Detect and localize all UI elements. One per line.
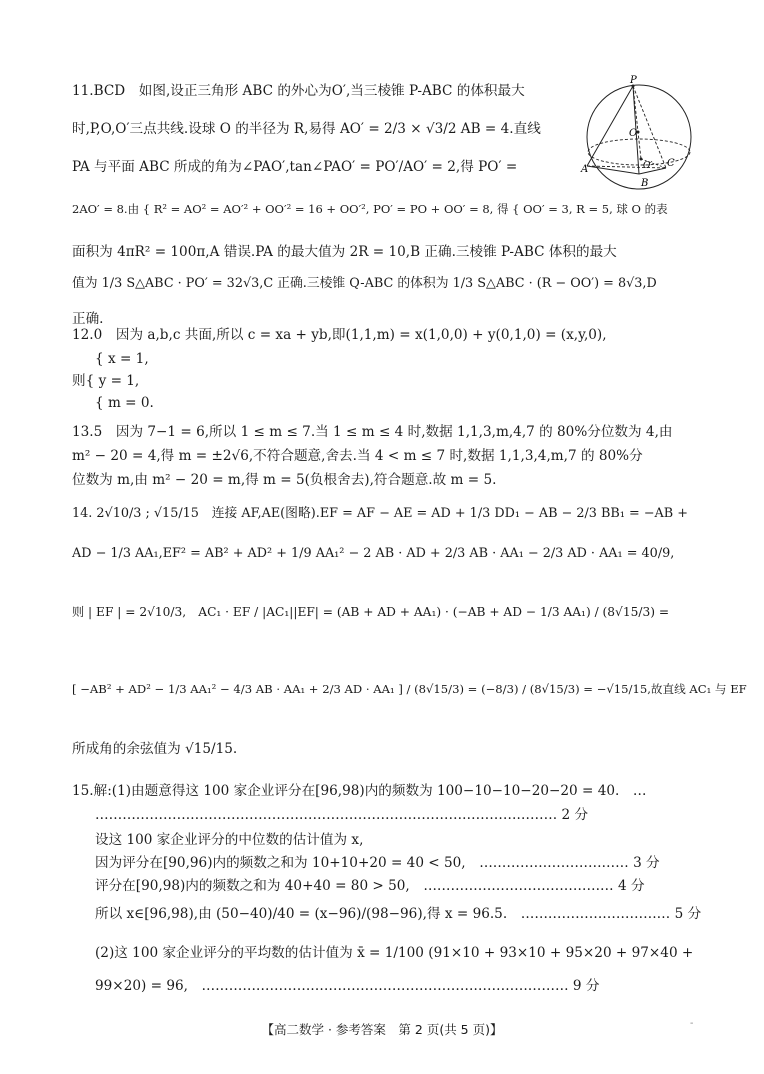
- text-line: 则 | EF | = 2√10/3, AC₁ · EF / |AC₁||EF| = (AB + AD + AA₁) · (−AB + AD − 1/3 AA₁) / (8√15/3) =: [72, 605, 670, 619]
- text-line: 则{ y = 1,: [72, 373, 140, 389]
- figure-label-c: C: [667, 158, 675, 169]
- text-line: AD − 1/3 AA₁,EF² = AB² + AD² + 1/9 AA₁² − 2 AB · AD + 2/3 AB · AA₁ − 2/3 AD · AA₁ = 40/9,: [72, 546, 675, 561]
- text-line: (2)这 100 家企业评分的平均数的估计值为 x̄ = 1/100 (91×10 + 93×10 + 95×20 + 97×40 +: [95, 945, 694, 961]
- text-line: 正确.: [72, 311, 104, 327]
- figure-label-b: B: [641, 178, 649, 189]
- text-line: 时,P,O,O′三点共线.设球 O 的半径为 R,易得 AO′ = 2/3 × √3/2 AB = 4.直线: [72, 121, 541, 137]
- figure-label-a: A: [581, 164, 589, 175]
- text-line: [ −AB² + AD² − 1/3 AA₁² − 4/3 AB · AA₁ + 2/3 AD · AA₁ ] / (8√15/3) = (−8/3) / (8√15/3) = −√15/15,故直线 AC₁ 与 EF: [72, 682, 747, 696]
- text-line: 12.0 因为 a,b,c 共面,所以 c = xa + yb,即(1,1,m) = x(1,0,0) + y(0,1,0) = (x,y,0),: [72, 327, 607, 343]
- text-line: ………………………………………………………………………………………… 2 分: [95, 807, 589, 823]
- text-line: 面积为 4πR² = 100π,A 错误.PA 的最大值为 2R = 10,B 正确.三棱锥 P-ABC 体积的最大: [72, 244, 617, 260]
- text-line: 2AO′ = 8.由 { R² = AO² = AO′² + OO′² = 16 + OO′², PO′ = PO + OO′ = 8, 得 { OO′ = 3, R = 5, 球 O 的表: [72, 202, 668, 216]
- text-line: 所成角的余弦值为 √15/15.: [72, 741, 238, 757]
- text-line: 值为 1/3 S△ABC · PO′ = 32√3,C 正确.三棱锥 Q-ABC 的体积为 1/3 S△ABC · (R − OO′) = 8√3,D: [72, 276, 657, 291]
- figure-label-p: P: [630, 75, 637, 86]
- text-line: 评分在[90,98)内的频数之和为 40+40 = 80 > 50, …………………………………… 4 分: [95, 878, 645, 894]
- text-line: 13.5 因为 7−1 = 6,所以 1 ≤ m ≤ 7.当 1 ≤ m ≤ 4 时,数据 1,1,3,m,4,7 的 80%分位数为 4,由: [72, 424, 673, 440]
- text-line: PA 与平面 ABC 所成的角为∠PAO′,tan∠PAO′ = PO′/AO′ = 2,得 PO′ =: [72, 159, 518, 175]
- text-line: 15.解:(1)由题意得这 100 家企业评分在[96,98)内的频数为 100−10−10−20−20 = 40. …: [72, 783, 647, 799]
- page-footer: 【高二数学 · 参考答案 第 2 页(共 5 页)】: [261, 1022, 503, 1037]
- text-line: 14. 2√10/3 ; √15/15 连接 AF,AE(图略).EF = AF − AE = AD + 1/3 DD₁ − AB − 2/3 BB₁ = −AB +: [72, 506, 688, 521]
- sphere-pyramid-figure: [583, 74, 695, 192]
- text-line: 11.BCD 如图,设正三角形 ABC 的外心为O′,当三棱锥 P-ABC 的体积最大: [72, 83, 525, 99]
- text-line: 位数为 m,由 m² − 20 = m,得 m = 5(负根舍去),符合题意.故 m = 5.: [72, 472, 497, 488]
- corner-mark: -: [690, 1018, 694, 1029]
- text-line: 因为评分在[90,96)内的频数之和为 10+10+20 = 40 < 50, …………………………… 3 分: [95, 855, 660, 871]
- text-line: m² − 20 = 4,得 m = ±2√6,不符合题意,舍去.当 4 < m ≤ 7 时,数据 1,1,3,4,m,7 的 80%分: [72, 448, 643, 464]
- text-line: 设这 100 家企业评分的中位数的估计值为 x,: [95, 832, 364, 848]
- figure-label-o: O: [629, 128, 638, 139]
- text-line: { x = 1,: [95, 351, 149, 367]
- text-line: { m = 0.: [95, 395, 154, 411]
- text-line: 99×20) = 96, ……………………………………………………………………… 9 分: [95, 978, 600, 994]
- text-line: 所以 x∈[96,98),由 (50−40)/40 = (x−96)/(98−96),得 x = 96.5. …………………………… 5 分: [95, 906, 702, 922]
- figure-label-o-prime: O′: [643, 161, 653, 171]
